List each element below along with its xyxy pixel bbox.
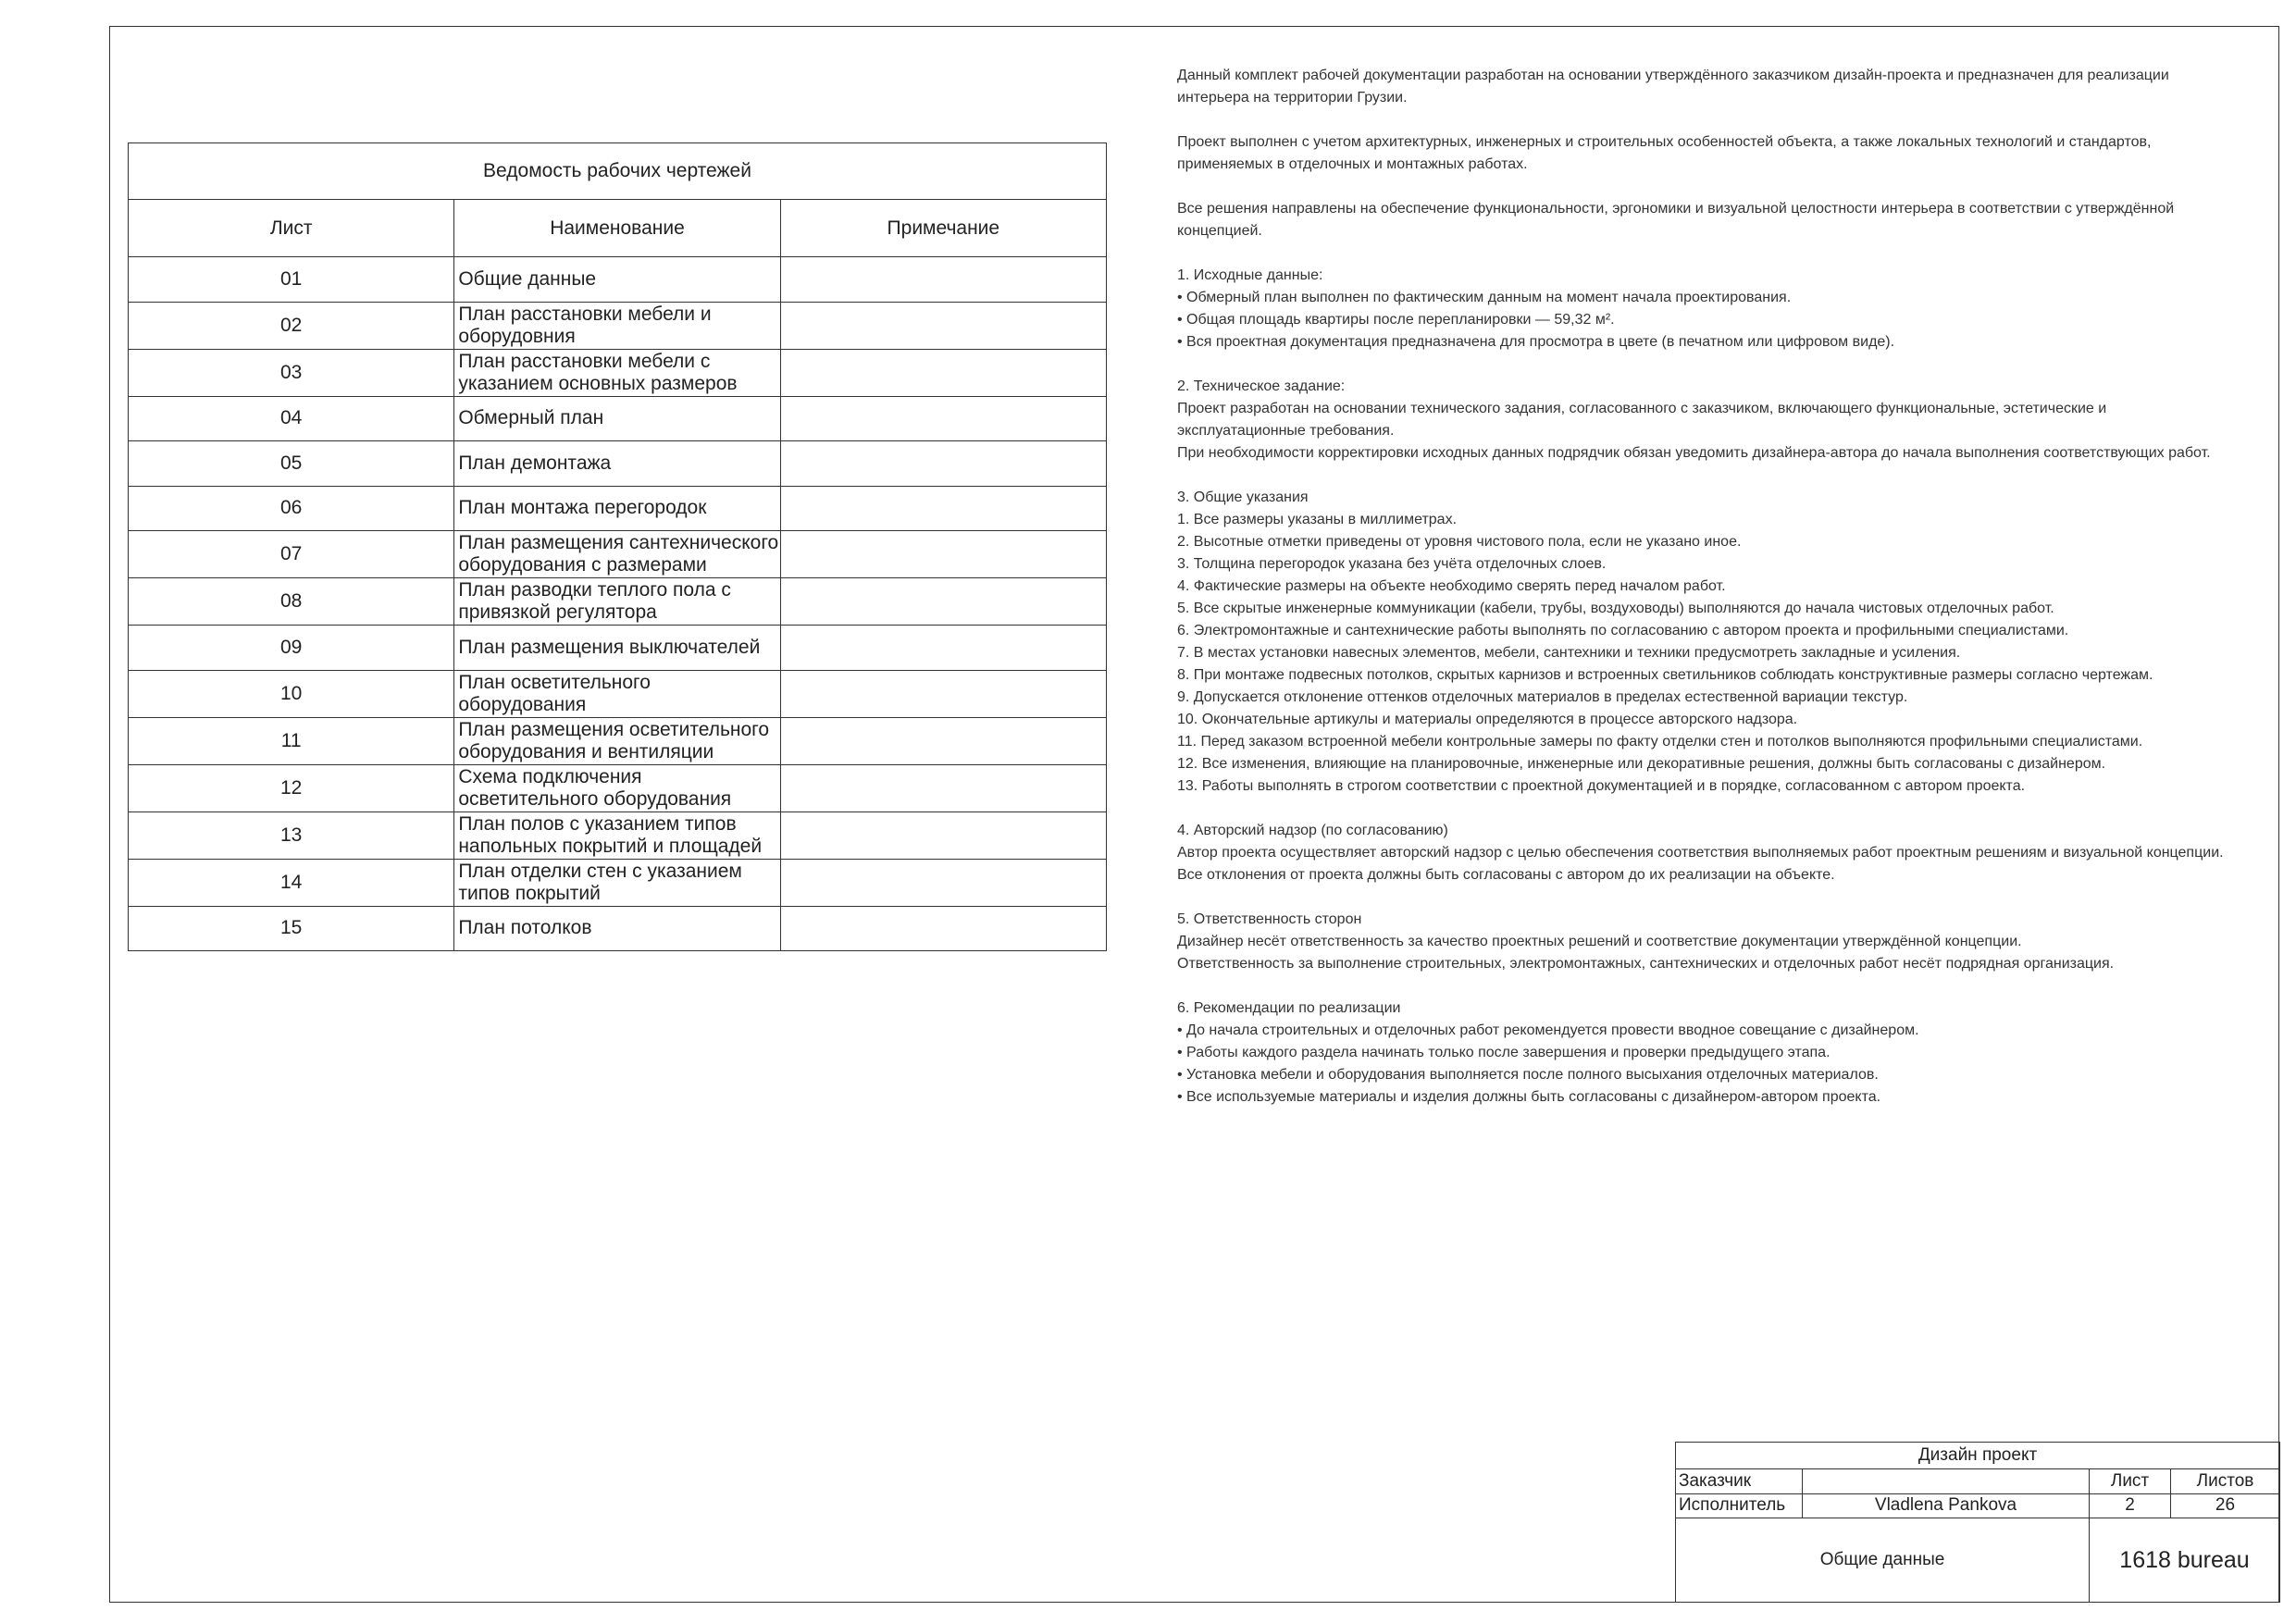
table-row bbox=[129, 670, 1107, 717]
sheet-name-cell: План разводки теплого пола с привязкой регулятора bbox=[454, 578, 780, 626]
sheet-note-cell bbox=[780, 441, 1106, 487]
notes-section bbox=[1177, 487, 2269, 798]
bureau-name: 1618 bureau bbox=[2090, 1518, 2280, 1603]
project-type: Дизайн проект bbox=[1676, 1443, 2280, 1469]
notes-section bbox=[1177, 820, 2269, 886]
note-line: Проект выполнен с учетом архитектурных, инженерных и строительных особенностей объекта, а также локальных технологий и стандартов, bbox=[1177, 134, 2152, 150]
note-line: 12. Все изменения, влияющие на планировочные, инженерные или декоративные решения, должны быть согласованы с дизайнером. bbox=[1177, 756, 2106, 772]
sheet-name-cell: План демонтажа bbox=[454, 441, 780, 487]
client-label: Заказчик bbox=[1676, 1468, 1803, 1493]
intro-paragraph bbox=[1177, 198, 2269, 242]
note-line: • Работы каждого раздела начинать только после завершения и проверки предыдущего этапа. bbox=[1177, 1045, 1831, 1060]
section-title: 6. Рекомендации по реализации bbox=[1177, 1000, 1401, 1016]
general-notes bbox=[1177, 65, 2269, 1131]
sheet-number-cell: 08 bbox=[129, 578, 454, 626]
section-title: 4. Авторский надзор (по согласованию) bbox=[1177, 823, 1448, 838]
sheet-note-cell bbox=[780, 626, 1106, 671]
note-line: 5. Все скрытые инженерные коммуникации (кабели, трубы, воздуховоды) выполняются до начала чистовых отделочных работ. bbox=[1177, 601, 2054, 616]
sheet-name-cell: Обмерный план bbox=[454, 396, 780, 441]
sheet-name-cell: План осветительного оборудования bbox=[454, 670, 780, 717]
sheet-note-cell bbox=[780, 812, 1106, 859]
table-row bbox=[129, 717, 1107, 764]
client-value bbox=[1803, 1468, 2090, 1493]
note-line: 9. Допускается отклонение оттенков отделочных материалов в пределах естественной вариации текстур. bbox=[1177, 689, 1908, 705]
table-row bbox=[129, 396, 1107, 441]
drawing-list-title: Ведомость рабочих чертежей bbox=[129, 143, 1107, 200]
table-row bbox=[129, 302, 1107, 349]
note-line: Проект разработан на основании технического задания, согласованного с заказчиком, включающего функциональные, эстетические и bbox=[1177, 401, 2107, 416]
sheet-number-cell: 02 bbox=[129, 302, 454, 349]
table-row bbox=[129, 812, 1107, 859]
performer-label: Исполнитель bbox=[1676, 1493, 1803, 1518]
drawing-list-table bbox=[128, 142, 1107, 951]
note-line: 8. При монтаже подвесных потолков, скрытых карнизов и встроенных светильников соблюдать конструктивные размеры согласно чертежам. bbox=[1177, 667, 2153, 683]
section-title: 2. Техническое задание: bbox=[1177, 378, 1346, 394]
note-line: При необходимости корректировки исходных данных подрядчик обязан уведомить дизайнера-автора до начала выполнения соответствующих работ. bbox=[1177, 445, 2211, 461]
table-row bbox=[129, 349, 1107, 396]
note-line: Все решения направлены на обеспечение функциональности, эргономики и визуальной целостности интерьера в соответствии с утверждённой bbox=[1177, 201, 2175, 217]
intro-paragraph bbox=[1177, 65, 2269, 109]
note-line: 3. Толщина перегородок указана без учёта отделочных слоев. bbox=[1177, 556, 1607, 572]
note-line: Дизайнер несёт ответственность за качество проектных решений и соответствие документации утверждённой концепции. bbox=[1177, 934, 2022, 949]
sheet-name-cell: План размещения осветительного оборудования и вентиляции bbox=[454, 717, 780, 764]
sheet-name-cell: План монтажа перегородок bbox=[454, 486, 780, 531]
note-line: • Все используемые материалы и изделия должны быть согласованы с дизайнером-автором проекта. bbox=[1177, 1089, 1881, 1105]
table-row bbox=[129, 859, 1107, 906]
sheet-number-cell: 07 bbox=[129, 531, 454, 578]
note-line: Автор проекта осуществляет авторский надзор с целью обеспечения соответствия выполняемых работ проектным решениям и визуальной концепции. bbox=[1177, 845, 2224, 861]
sheet-name: Общие данные bbox=[1676, 1518, 2090, 1603]
sheet-name-cell: Схема подключения осветительного оборудования bbox=[454, 764, 780, 812]
sheet-name-cell: План отделки стен с указанием типов покрытий bbox=[454, 859, 780, 906]
note-line: 13. Работы выполнять в строгом соответствии с проектной документацией и в порядке, согласованном с автором проекта. bbox=[1177, 778, 2026, 794]
sheet-number-cell: 09 bbox=[129, 626, 454, 671]
note-line: 10. Окончательные артикулы и материалы определяются в процессе авторского надзора. bbox=[1177, 712, 1798, 727]
sheet-note-cell bbox=[780, 717, 1106, 764]
note-line: • До начала строительных и отделочных работ рекомендуется провести вводное совещание с дизайнером. bbox=[1177, 1022, 1919, 1038]
table-row bbox=[129, 764, 1107, 812]
sheet-label: Лист bbox=[2090, 1468, 2171, 1493]
sheet-number-cell: 15 bbox=[129, 906, 454, 951]
sheet-number-cell: 12 bbox=[129, 764, 454, 812]
note-line: • Установка мебели и оборудования выполняется после полного высыхания отделочных материалов. bbox=[1177, 1067, 1879, 1083]
header-sheet: Лист bbox=[129, 200, 454, 257]
notes-section bbox=[1177, 909, 2269, 975]
note-line: Все отклонения от проекта должны быть согласованы с автором до их реализации на объекте. bbox=[1177, 867, 1835, 883]
table-row bbox=[129, 626, 1107, 671]
note-line: интерьера на территории Грузии. bbox=[1177, 90, 1408, 105]
header-name: Наименование bbox=[454, 200, 780, 257]
sheet-note-cell bbox=[780, 396, 1106, 441]
sheets-label: Листов bbox=[2171, 1468, 2280, 1493]
sheet-number-cell: 01 bbox=[129, 257, 454, 303]
sheet-note-cell bbox=[780, 257, 1106, 303]
table-row bbox=[129, 257, 1107, 303]
note-line: 11. Перед заказом встроенной мебели контрольные замеры по факту отделки стен и потолков выполняются профильными специалистами. bbox=[1177, 734, 2143, 750]
section-title: 3. Общие указания bbox=[1177, 489, 1309, 505]
sheet-name-cell: План потолков bbox=[454, 906, 780, 951]
performer-value: Vladlena Pankova bbox=[1803, 1493, 2090, 1518]
note-line: концепцией. bbox=[1177, 223, 1262, 239]
table-row bbox=[129, 906, 1107, 951]
intro-paragraph bbox=[1177, 131, 2269, 176]
title-block bbox=[1675, 1442, 2280, 1603]
sheet-note-cell bbox=[780, 764, 1106, 812]
sheets-total: 26 bbox=[2171, 1493, 2280, 1518]
sheet-name-cell: План расстановки мебели с указанием основных размеров bbox=[454, 349, 780, 396]
sheet-note-cell bbox=[780, 859, 1106, 906]
note-line: 4. Фактические размеры на объекте необходимо сверять перед началом работ. bbox=[1177, 578, 1726, 594]
sheet-number-cell: 14 bbox=[129, 859, 454, 906]
note-line: 2. Высотные отметки приведены от уровня чистового пола, если не указано иное. bbox=[1177, 534, 1742, 550]
note-line: Данный комплект рабочей документации разработан на основании утверждённого заказчиком дизайн-проекта и предназначен для реализации bbox=[1177, 68, 2169, 83]
note-line: • Обмерный план выполнен по фактическим данным на момент начала проектирования. bbox=[1177, 290, 1792, 305]
sheet-number: 2 bbox=[2090, 1493, 2171, 1518]
sheet-name-cell: План размещения сантехнического оборудования с размерами bbox=[454, 531, 780, 578]
sheet-note-cell bbox=[780, 531, 1106, 578]
sheet-note-cell bbox=[780, 349, 1106, 396]
sheet-number-cell: 10 bbox=[129, 670, 454, 717]
sheet-number-cell: 03 bbox=[129, 349, 454, 396]
notes-section bbox=[1177, 265, 2269, 353]
sheet-name-cell: Общие данные bbox=[454, 257, 780, 303]
sheet-name-cell: План размещения выключателей bbox=[454, 626, 780, 671]
sheet-note-cell bbox=[780, 302, 1106, 349]
sheet-note-cell bbox=[780, 486, 1106, 531]
table-row bbox=[129, 578, 1107, 626]
sheet-number-cell: 04 bbox=[129, 396, 454, 441]
sheet-name-cell: План расстановки мебели и оборудовния bbox=[454, 302, 780, 349]
sheet-name-cell: План полов с указанием типов напольных покрытий и площадей bbox=[454, 812, 780, 859]
header-note: Примечание bbox=[780, 200, 1106, 257]
note-line: Ответственность за выполнение строительных, электромонтажных, сантехнических и отделочных работ несёт подрядная организация. bbox=[1177, 956, 2115, 972]
sheet-note-cell bbox=[780, 906, 1106, 951]
note-line: 1. Все размеры указаны в миллиметрах. bbox=[1177, 512, 1458, 527]
table-row bbox=[129, 531, 1107, 578]
sheet-note-cell bbox=[780, 578, 1106, 626]
note-line: • Общая площадь квартиры после перепланировки — 59,32 м². bbox=[1177, 312, 1615, 328]
notes-section bbox=[1177, 997, 2269, 1109]
sheet-number-cell: 05 bbox=[129, 441, 454, 487]
note-line: эксплуатационные требования. bbox=[1177, 423, 1395, 439]
table-row bbox=[129, 486, 1107, 531]
sheet-note-cell bbox=[780, 670, 1106, 717]
table-row bbox=[129, 441, 1107, 487]
section-title: 1. Исходные данные: bbox=[1177, 267, 1323, 283]
note-line: • Вся проектная документация предназначена для просмотра в цвете (в печатном или цифровом виде). bbox=[1177, 334, 1895, 350]
note-line: 7. В местах установки навесных элементов, мебели, сантехники и техники предусмотреть закладные и усиления. bbox=[1177, 645, 1961, 661]
sheet-number-cell: 06 bbox=[129, 486, 454, 531]
section-title: 5. Ответственность сторон bbox=[1177, 911, 1362, 927]
notes-section bbox=[1177, 376, 2269, 465]
sheet-number-cell: 13 bbox=[129, 812, 454, 859]
note-line: применяемых в отделочных и монтажных работах. bbox=[1177, 156, 1528, 172]
note-line: 6. Электромонтажные и сантехнические работы выполнять по согласованию с автором проекта и профильными специалистами. bbox=[1177, 623, 2069, 638]
sheet-number-cell: 11 bbox=[129, 717, 454, 764]
